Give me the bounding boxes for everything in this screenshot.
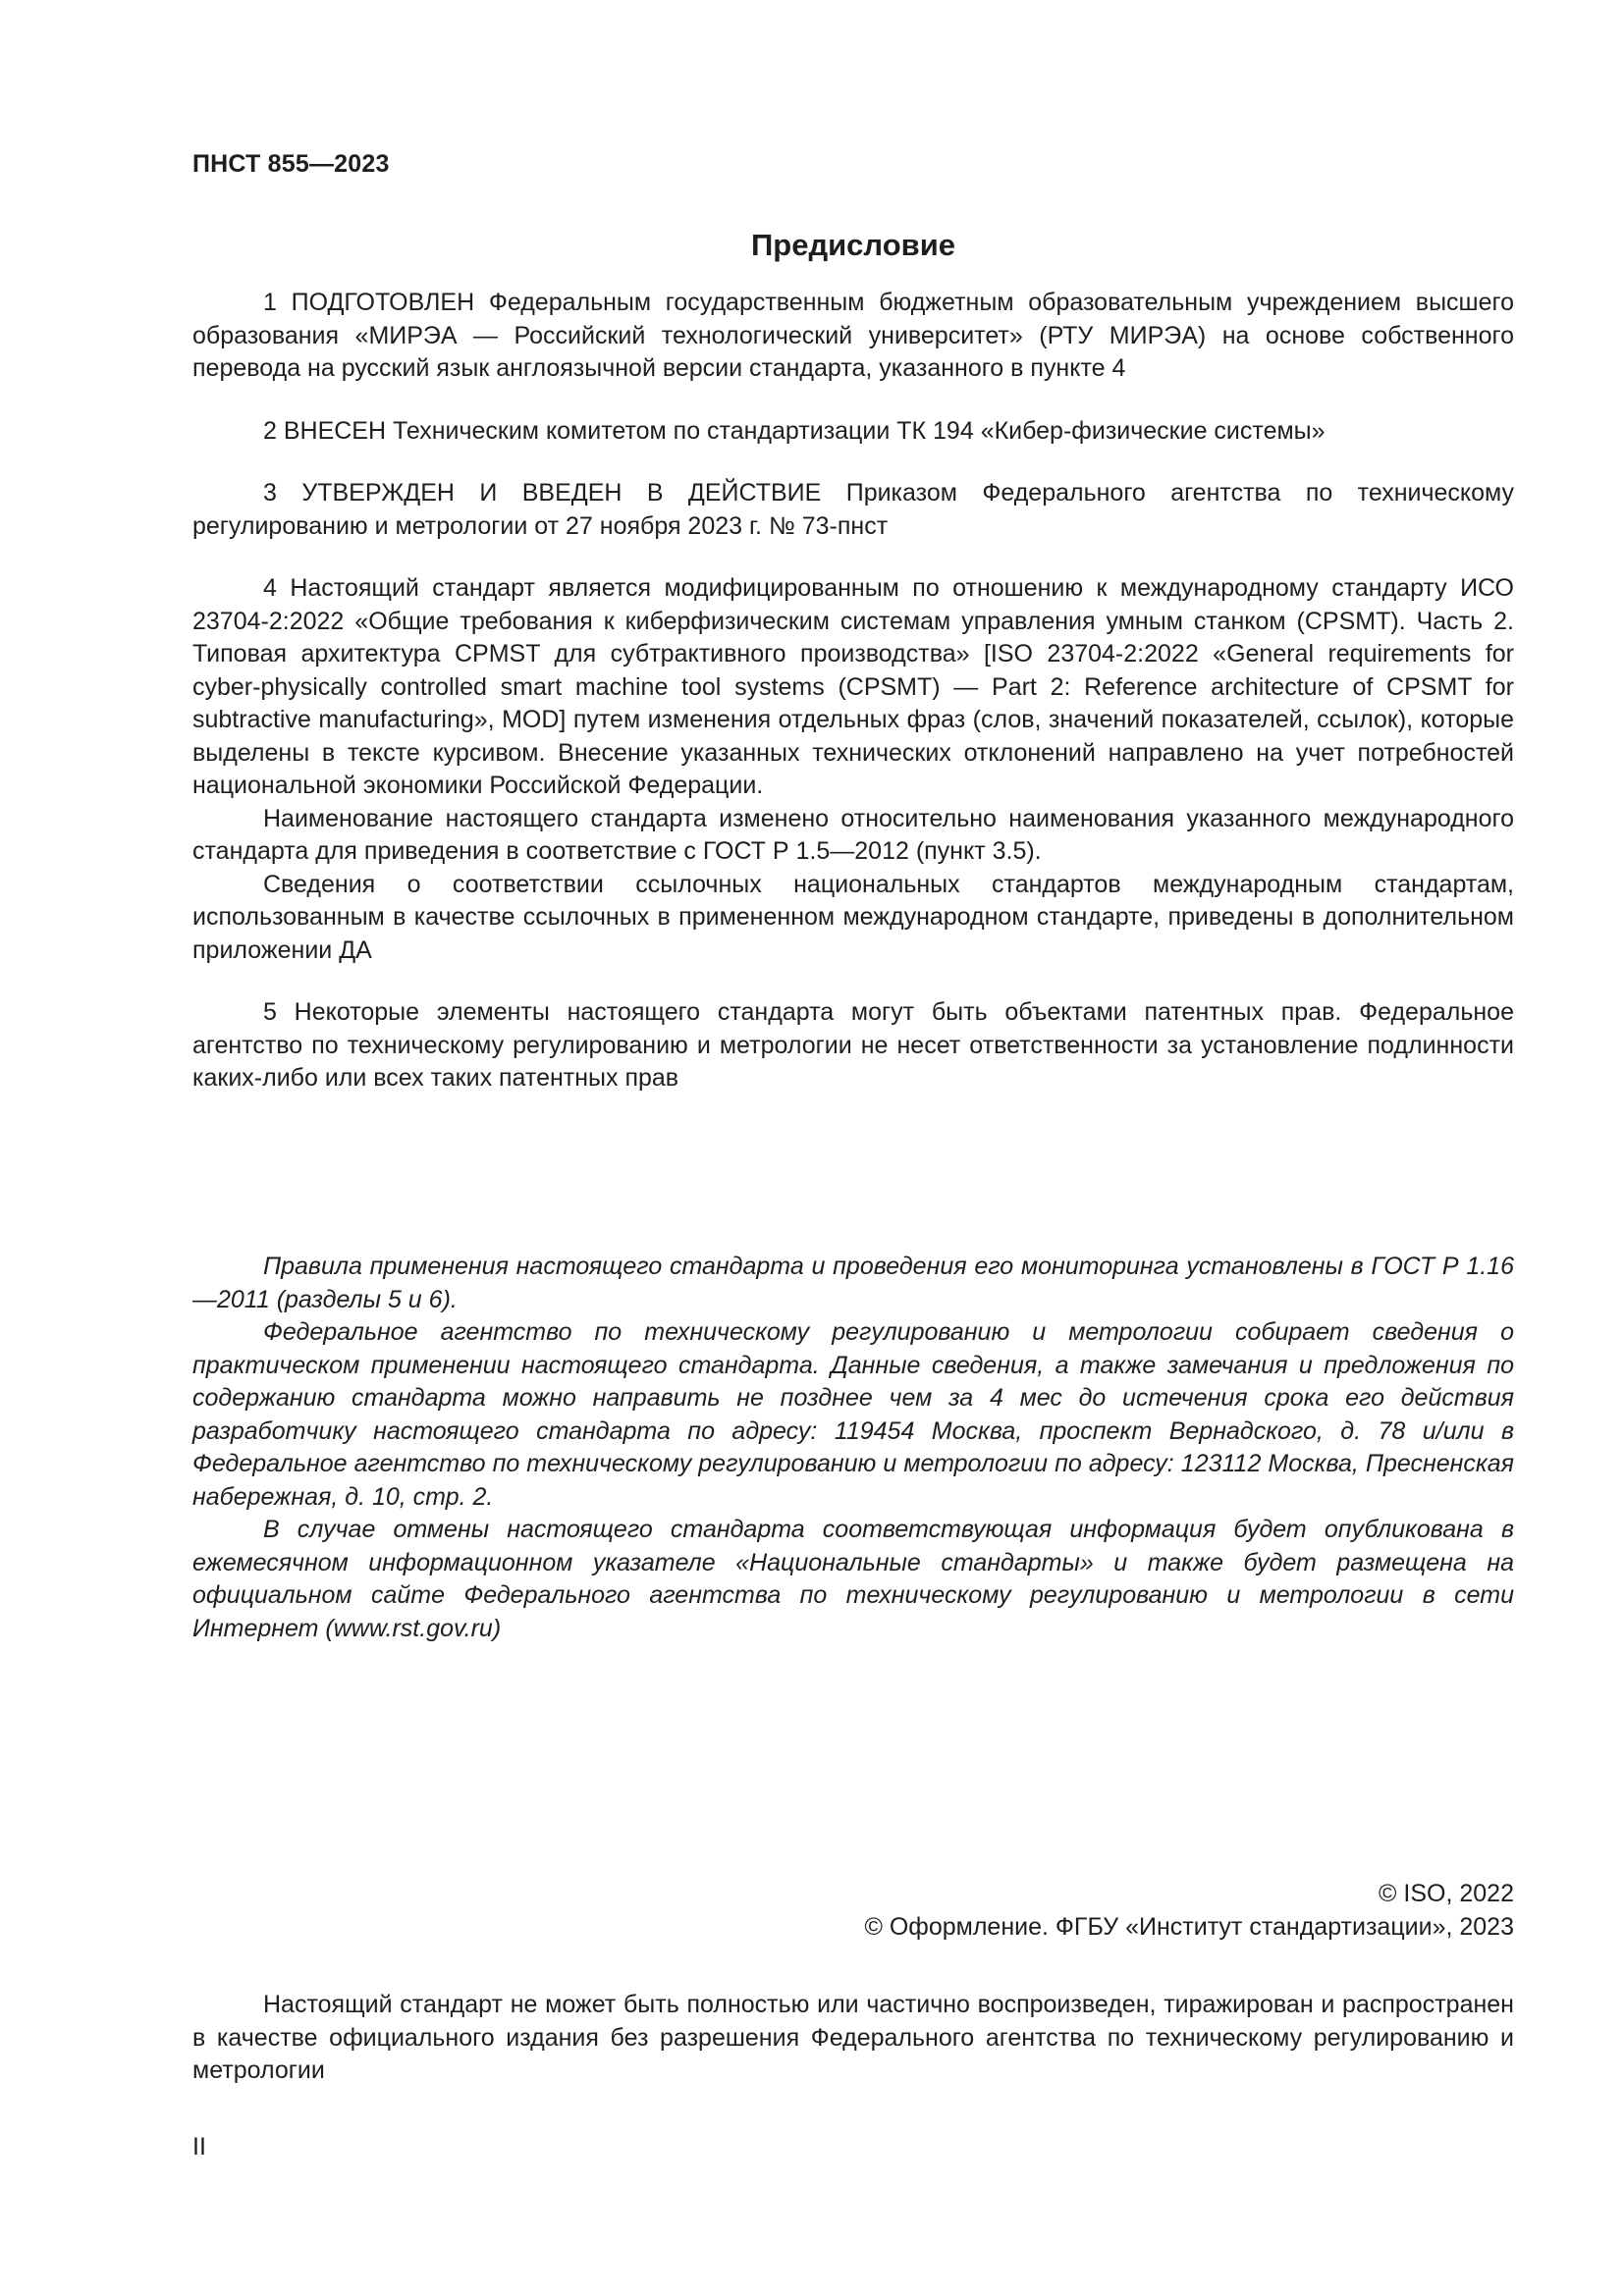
rules-paragraph-2: Федеральное агентство по техническому регулированию и метрологии собирает сведения о практическом применении настоящего стандарта. Данные сведения, а также замечания и предложения по содержанию стандарта можно направить не позднее чем за 4 мес до истечения срока его действия разработчику настоящего стандарта по адресу: 119454 Москва, проспект Вернадского, д. 78 и/или в Федеральное агентство по техническому регулированию и метрологии по адресу: 123112 Москва, Пресненская набережная, д. 10, стр. 2. <box>192 1318 1514 1511</box>
foreword-item-4-title-note: Наименование настоящего стандарта изменено относительно наименования указанного международного стандарта для приведения в соответствие с ГОСТ Р 1.5—2012 (пункт 3.5). <box>192 804 1514 865</box>
document-code: ПНСТ 855—2023 <box>192 150 390 178</box>
application-rules-section <box>192 1251 1514 1645</box>
foreword-item-4-references-note: Сведения о соответствии ссылочных национальных стандартов международным стандартам, использованным в качестве ссылочных в примененном международном стандарте, приведены в дополнительном приложении ДА <box>192 870 1514 964</box>
page-title: Предисловие <box>750 228 955 262</box>
reproduction-notice-section <box>192 1989 1514 2088</box>
foreword-section <box>192 287 1514 1095</box>
foreword-item-3: 3 УТВЕРЖДЕН И ВВЕДЕН В ДЕЙСТВИЕ Приказом Федерального агентства по техническому регулированию и метрологии от 27 ноября 2023 г. № 73-пнст <box>192 479 1514 540</box>
copyright-design: © Оформление. ФГБУ «Институт стандартизации», 2023 <box>864 1912 1514 1941</box>
rules-paragraph-1: Правила применения настоящего стандарта и проведения его мониторинга установлены в ГОСТ Р 1.16—2011 (разделы 5 и 6). <box>192 1253 1514 1313</box>
copyright-block <box>864 1878 1514 1944</box>
reproduction-notice: Настоящий стандарт не может быть полностью или частично воспроизведен, тиражирован и распространен в качестве официального издания без разрешения Федерального агентства по техническому регулированию и метрологии <box>192 1991 1514 2084</box>
copyright-iso: © ISO, 2022 <box>1379 1880 1514 1907</box>
foreword-item-5: 5 Некоторые элементы настоящего стандарта могут быть объектами патентных прав. Федеральное агентство по техническому регулированию и метрологии не несет ответственности за установление подлинности каких-либо или всех таких патентных прав <box>192 998 1514 1092</box>
foreword-item-2: 2 ВНЕСЕН Техническим комитетом по стандартизации ТК 194 «Кибер-физические системы» <box>263 416 1326 445</box>
rules-paragraph-3: В случае отмены настоящего стандарта соответствующая информация будет опубликована в ежемесячном информационном указателе «Национальные стандарты» и также будет размещена на официальном сайте Федерального агентства по техническому регулированию и метрологии в сети Интернет (www.rst.gov.ru) <box>192 1516 1514 1642</box>
foreword-item-1: 1 ПОДГОТОВЛЕН Федеральным государственным бюджетным образовательным учреждением высшего образования «МИРЭА — Российский технологический университет» (РТУ МИРЭА) на основе собственного перевода на русский язык англоязычной версии стандарта, указанного в пункте 4 <box>192 289 1514 382</box>
foreword-item-4: 4 Настоящий стандарт является модифицированным по отношению к международному стандарту ИСО 23704-2:2022 «Общие требования к киберфизическим системам управления умным станком (CPSMT). Часть 2. Типовая архитектура CPMST для субтрактивного производства» [ISO 23704-2:2022 «General requirements for cyber-physically controlled smart machine tool systems (CPSMT) — Part 2: Reference architecture of CPSMT for subtractive manufacturing», MOD] путем изменения отдельных фраз (слов, значений показателей, ссылок), которые выделены в тексте курсивом. Внесение указанных технических отклонений направлено на учет потребностей национальной экономики Российской Федерации. <box>192 574 1514 799</box>
page-number: II <box>192 2133 206 2161</box>
